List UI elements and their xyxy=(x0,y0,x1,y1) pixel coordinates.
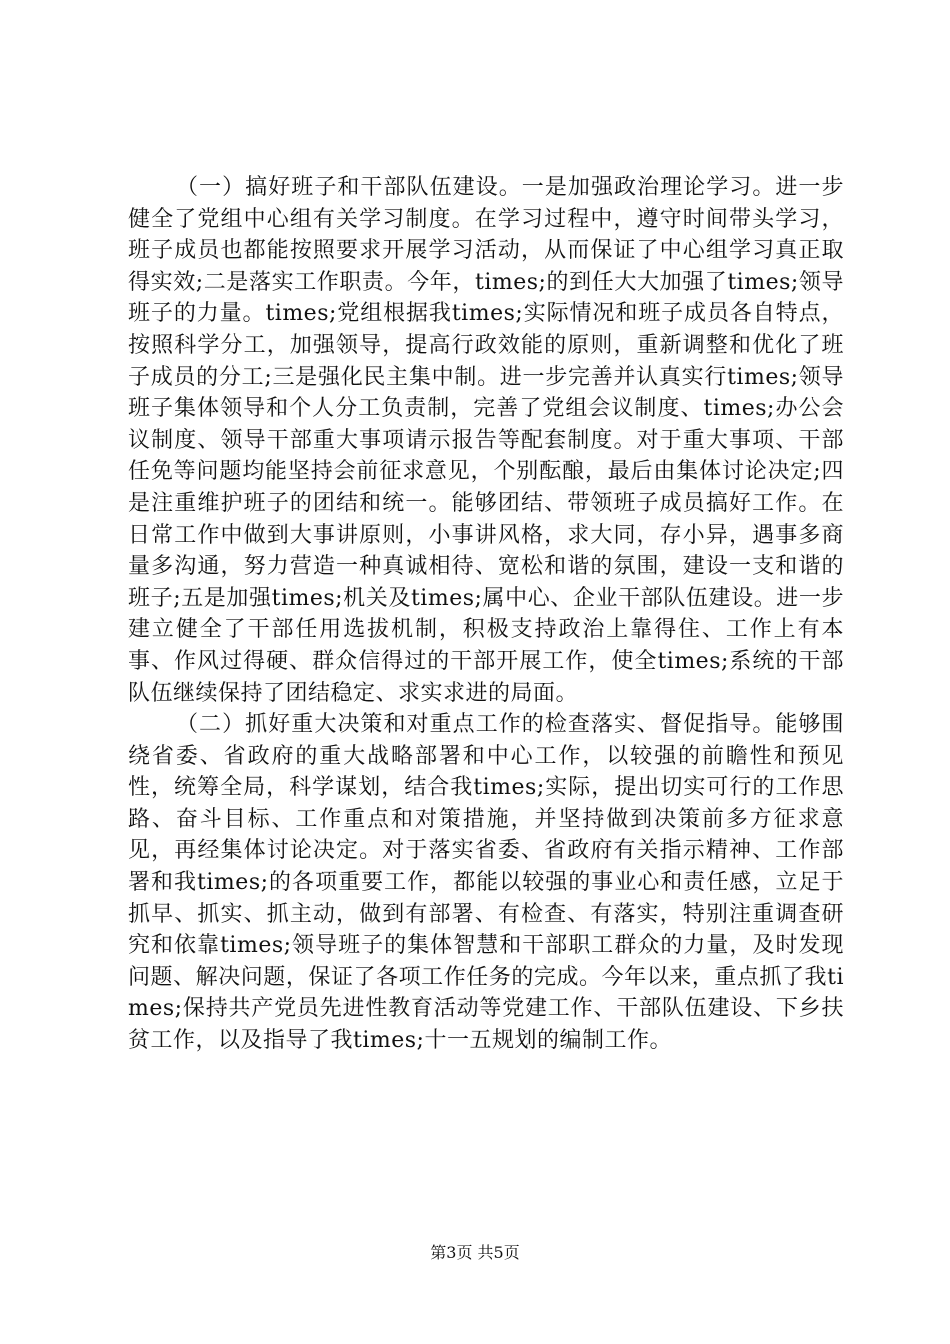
document-body xyxy=(128,172,844,1057)
page-footer: 第3页 共5页 xyxy=(430,1243,520,1262)
paragraph-1: （一）搞好班子和干部队伍建设。一是加强政治理论学习。进一步健全了党组中心组有关学习制度。在学习过程中，遵守时间带头学习，班子成员也都能按照要求开展学习活动，从而保证了中心组学习真正取得实效;二是落实工作职责。今年，times;的到任大大加强了times;领导班子的力量。times;党组根据我times;实际情况和班子成员各自特点，按照科学分工，加强领导，提高行政效能的原则，重新调整和优化了班子成员的分工;三是强化民主集中制。进一步完善并认真实行times;领导班子集体领导和个人分工负责制，完善了党组会议制度、times;办公会议制度、领导干部重大事项请示报告等配套制度。对于重大事项、干部任免等问题均能坚持会前征求意见，个别酝酿，最后由集体讨论决定;四是注重维护班子的团结和统一。能够团结、带领班子成员搞好工作。在日常工作中做到大事讲原则，小事讲风格，求大同，存小异，遇事多商量多沟通，努力营造一种真诚相待、宽松和谐的氛围，建设一支和谐的班子;五是加强times;机关及times;属中心、企业干部队伍建设。进一步建立健全了干部任用选拔机制，积极支持政治上靠得住、工作上有本事、作风过得硬、群众信得过的干部开展工作，使全times;系统的干部队伍继续保持了团结稳定、求实求进的局面。 xyxy=(128,175,844,706)
paragraph-2: （二）抓好重大决策和对重点工作的检查落实、督促指导。能够围绕省委、省政府的重大战略部署和中心工作，以较强的前瞻性和预见性，统筹全局，科学谋划，结合我times;实际，提出切实可行的工作思路、奋斗目标、工作重点和对策措施，并坚持做到决策前多方征求意见，再经集体讨论决定。对于落实省委、省政府有关指示精神、工作部署和我times;的各项重要工作，都能以较强的事业心和责任感，立足于抓早、抓实、抓主动，做到有部署、有检查、有落实，特别注重调查研究和依靠times;领导班子的集体智慧和干部职工群众的力量，及时发现问题、解决问题，保证了各项工作任务的完成。今年以来，重点抓了我times;保持共产党员先进性教育活动等党建工作、干部队伍建设、下乡扶贫工作，以及指导了我times;十一五规划的编制工作。 xyxy=(128,712,844,1054)
